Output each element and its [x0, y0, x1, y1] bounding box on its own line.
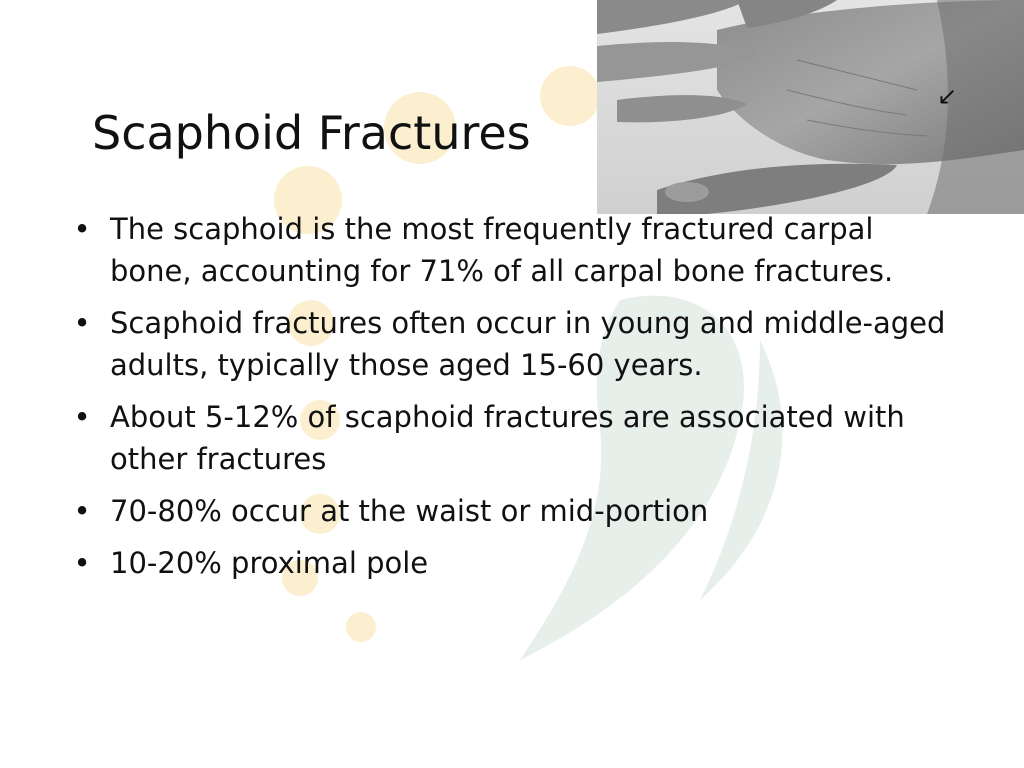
- bullet-icon: •: [73, 494, 91, 528]
- bullet-item: [72, 490, 952, 532]
- bullet-text: Scaphoid fractures often occur in young and middle-aged adults, typically those aged 15-60 years.: [110, 306, 946, 382]
- slide-title: Scaphoid Fractures: [92, 106, 531, 160]
- bullet-list: [72, 208, 952, 594]
- bullet-icon: •: [73, 400, 91, 434]
- bullet-text: 10-20% proximal pole: [110, 546, 429, 580]
- bullet-text: The scaphoid is the most frequently fractured carpal bone, accounting for 71% of all carpal bone fractures.: [110, 212, 894, 288]
- bullet-icon: •: [73, 546, 91, 580]
- bullet-item: [72, 302, 952, 386]
- bullet-icon: •: [73, 212, 91, 246]
- bullet-text: 70-80% occur at the waist or mid-portion: [110, 494, 709, 528]
- hand-image: [597, 0, 1024, 214]
- bullet-item: [72, 542, 952, 584]
- hand-photo: [597, 0, 1024, 214]
- bullet-item: [72, 396, 952, 480]
- bullet-text: About 5-12% of scaphoid fractures are associated with other fractures: [110, 400, 905, 476]
- arrow-icon: ↙: [937, 82, 958, 110]
- bullet-item: [72, 208, 952, 292]
- bullet-icon: •: [73, 306, 91, 340]
